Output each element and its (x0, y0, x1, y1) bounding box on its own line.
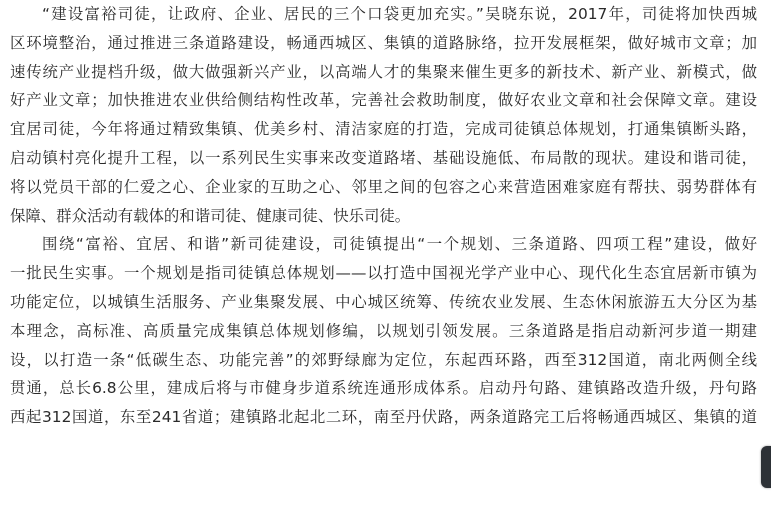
paragraph-line: 功能定位，以城镇生活服务、产业集聚发展、中心城区统筹、传统农业发展、生态休闲旅游五大分区为基 (10, 292, 757, 311)
paragraph-line: 围绕“富裕、宜居、和谐”新司徒建设，司徒镇提出“一个规划、三条道路、四项工程”建设，做好 (42, 235, 757, 254)
paragraph-line: 速传统产业提档升级，做大做强新兴产业，以高端人才的集聚来催生更多的新技术、新产业、新模式，做 (10, 62, 757, 81)
paragraph-line: 将以党员干部的仁爱之心、企业家的互助之心、邻里之间的包容之心来营造困难家庭有帮扶、弱势群体有 (10, 177, 757, 196)
scroll-handle[interactable] (761, 446, 771, 488)
paragraph-line: 好产业文章；加快推进农业供给侧结构性改革，完善社会救助制度，做好农业文章和社会保障文章。建设 (10, 91, 757, 110)
paragraph-line: 启动镇村亮化提升工程，以一系列民生实事来改变道路堵、基础设施低、布局散的现状。建设和谐司徒， (10, 148, 757, 167)
paragraph-line: 设，以打造一条“低碳生态、功能完善”的郊野绿廊为定位，东起西环路，西至312国道，南北两侧全线 (10, 350, 757, 369)
paragraph-line: 本理念，高标准、高质量完成集镇总体规划修编，以规划引领发展。三条道路是指启动新河步道一期建 (10, 321, 757, 340)
paragraph-line: 一批民生实事。一个规划是指司徒镇总体规划——以打造中国视光学产业中心、现代化生态宜居新市镇为 (10, 264, 757, 283)
paragraph-line: 区环境整治，通过推进三条道路建设，畅通西城区、集镇的道路脉络，拉开发展框架，做好城市文章；加 (10, 33, 757, 52)
paragraph-line: 宜居司徒，今年将通过精致集镇、优美乡村、清洁家庭的打造，完成司徒镇总体规划，打通集镇断头路， (10, 120, 757, 139)
paragraph-line: 西起312国道，东至241省道；建镇路北起北二环，南至丹伏路，两条道路完工后将畅通西城区、集镇的道 (10, 408, 757, 427)
paragraph-2 (10, 230, 757, 432)
scrollbar-track[interactable] (757, 0, 771, 518)
paragraph-line: 贯通，总长6.8公里，建成后将与市健身步道系统连通形成体系。启动丹句路、建镇路改造升级，丹句路 (10, 379, 757, 398)
paragraph-1 (10, 0, 757, 230)
paragraph-line: 保障、群众活动有载体的和谐司徒、健康司徒、快乐司徒。 (10, 206, 411, 225)
paragraph-line: “建设富裕司徒，让政府、企业、居民的三个口袋更加充实。”吴晓东说，2017年，司徒将加快西城 (42, 5, 757, 23)
